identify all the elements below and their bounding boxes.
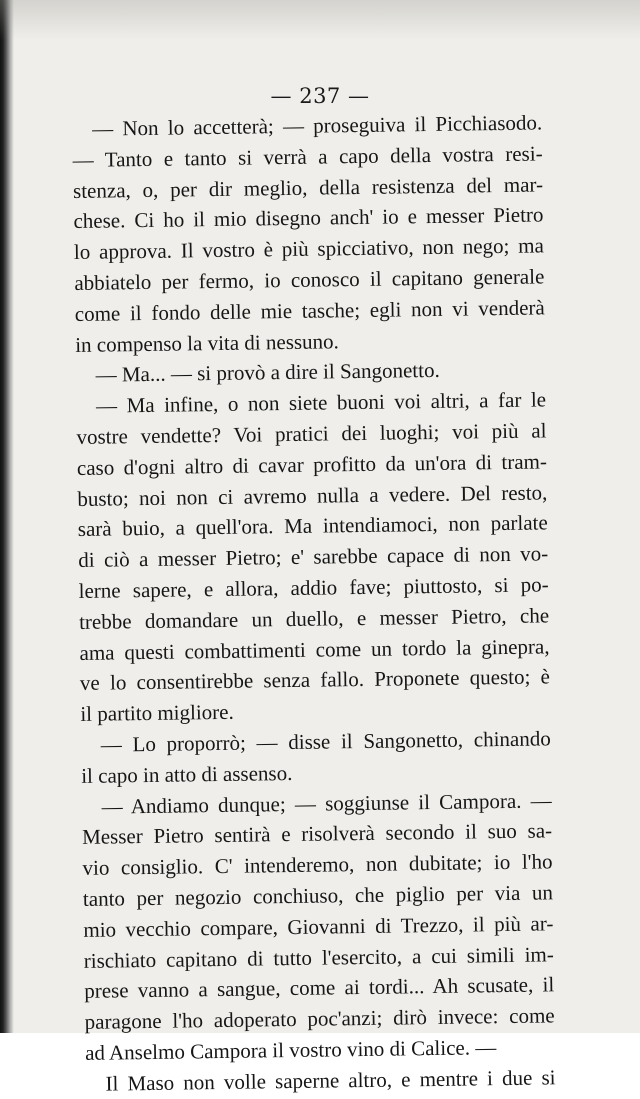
text-line: — Ma... — si provò a dire il Sangonetto. xyxy=(95,358,440,388)
text-line: vostre vendette? Voi pratici dei luoghi; voi più al xyxy=(76,418,547,449)
text-line: mio vecchio compare, Giovanni di Trezzo, il più ar- xyxy=(83,911,554,942)
page-number: — 237 — xyxy=(270,84,370,108)
text-line: rischiato capitano di tutto l'esercito, a cui simili im- xyxy=(83,941,554,973)
text-line: — Ma infine, o non siete buoni voi altri, a far le xyxy=(95,387,547,418)
text-line: busto; noi non ci avremo nulla a vedere. Del resto, xyxy=(77,479,548,511)
text-line: ve lo consentirebbe senza fallo. Proponete questo; è xyxy=(79,664,551,696)
text-line: ama questi combattimenti come un tordo la ginepra, xyxy=(79,633,550,665)
text-line: il capo in atto di assenso. xyxy=(81,760,293,788)
text-line: come il fondo delle mie tasche; egli non vi venderà xyxy=(74,295,545,326)
text-line: di ciò a messer Pietro; e' sarebbe capace di non vo- xyxy=(78,541,549,573)
text-line: caso d'ogni altro di cavar profitto da un'ora di tram- xyxy=(76,449,548,480)
text-line: tanto per negozio conchiuso, che piglio per via un xyxy=(82,880,554,911)
text-line: — Tanto e tanto si verrà a capo della vostra resi- xyxy=(72,141,543,172)
text-line: abbiatelo per fermo, io conosco il capitano generale xyxy=(74,264,545,295)
text-line: — Lo proporrò; — disse il Sangonetto, chinando xyxy=(100,726,551,757)
text-line: prese vanno a sangue, come ai tordi... Ah scusate, il xyxy=(84,972,555,1004)
text-line: in compenso la vita di nessuno. xyxy=(75,328,340,357)
text-line: chese. Ci ho il mio disegno anch' io e messer Pietro xyxy=(73,202,544,234)
text-line: Messer Pietro sentirà e risolverà secondo il suo sa- xyxy=(81,818,553,850)
text-line: trebbe domandare un duello, e messer Pietro, che xyxy=(78,603,550,634)
binding-edge xyxy=(0,0,14,1033)
text-line: ad Anselmo Campora il vostro vino di Calice. — xyxy=(84,1035,497,1065)
text-line: — Non lo accetterà; — proseguiva il Picchiasodo. xyxy=(92,110,543,141)
text-line: il partito migliore. xyxy=(80,699,234,727)
text-line: stenza, o, per dir meglio, della resistenza del mar- xyxy=(72,172,544,203)
text-line: sarà buio, a quell'ora. Ma intendiamoci, non parlate xyxy=(77,510,548,542)
body-text xyxy=(72,107,556,1099)
text-line: paragone l'ho adoperato poc'anzi; dirò invece: come xyxy=(84,1003,555,1035)
text-line: lo approva. Il vostro è più spicciativo, non nego; ma xyxy=(73,233,545,265)
text-line: vio consiglio. C' intenderemo, non dubitate; io l'ho xyxy=(82,849,553,881)
text-line: Il Maso non volle saperne altro, e mentre i due si xyxy=(105,1065,556,1096)
page-shadow xyxy=(0,0,640,40)
text-line: lerne sapere, e allora, addio fave; piuttosto, si po- xyxy=(78,572,549,603)
text-line: — Andiamo dunque; — soggiunse il Campora. — xyxy=(101,787,552,819)
